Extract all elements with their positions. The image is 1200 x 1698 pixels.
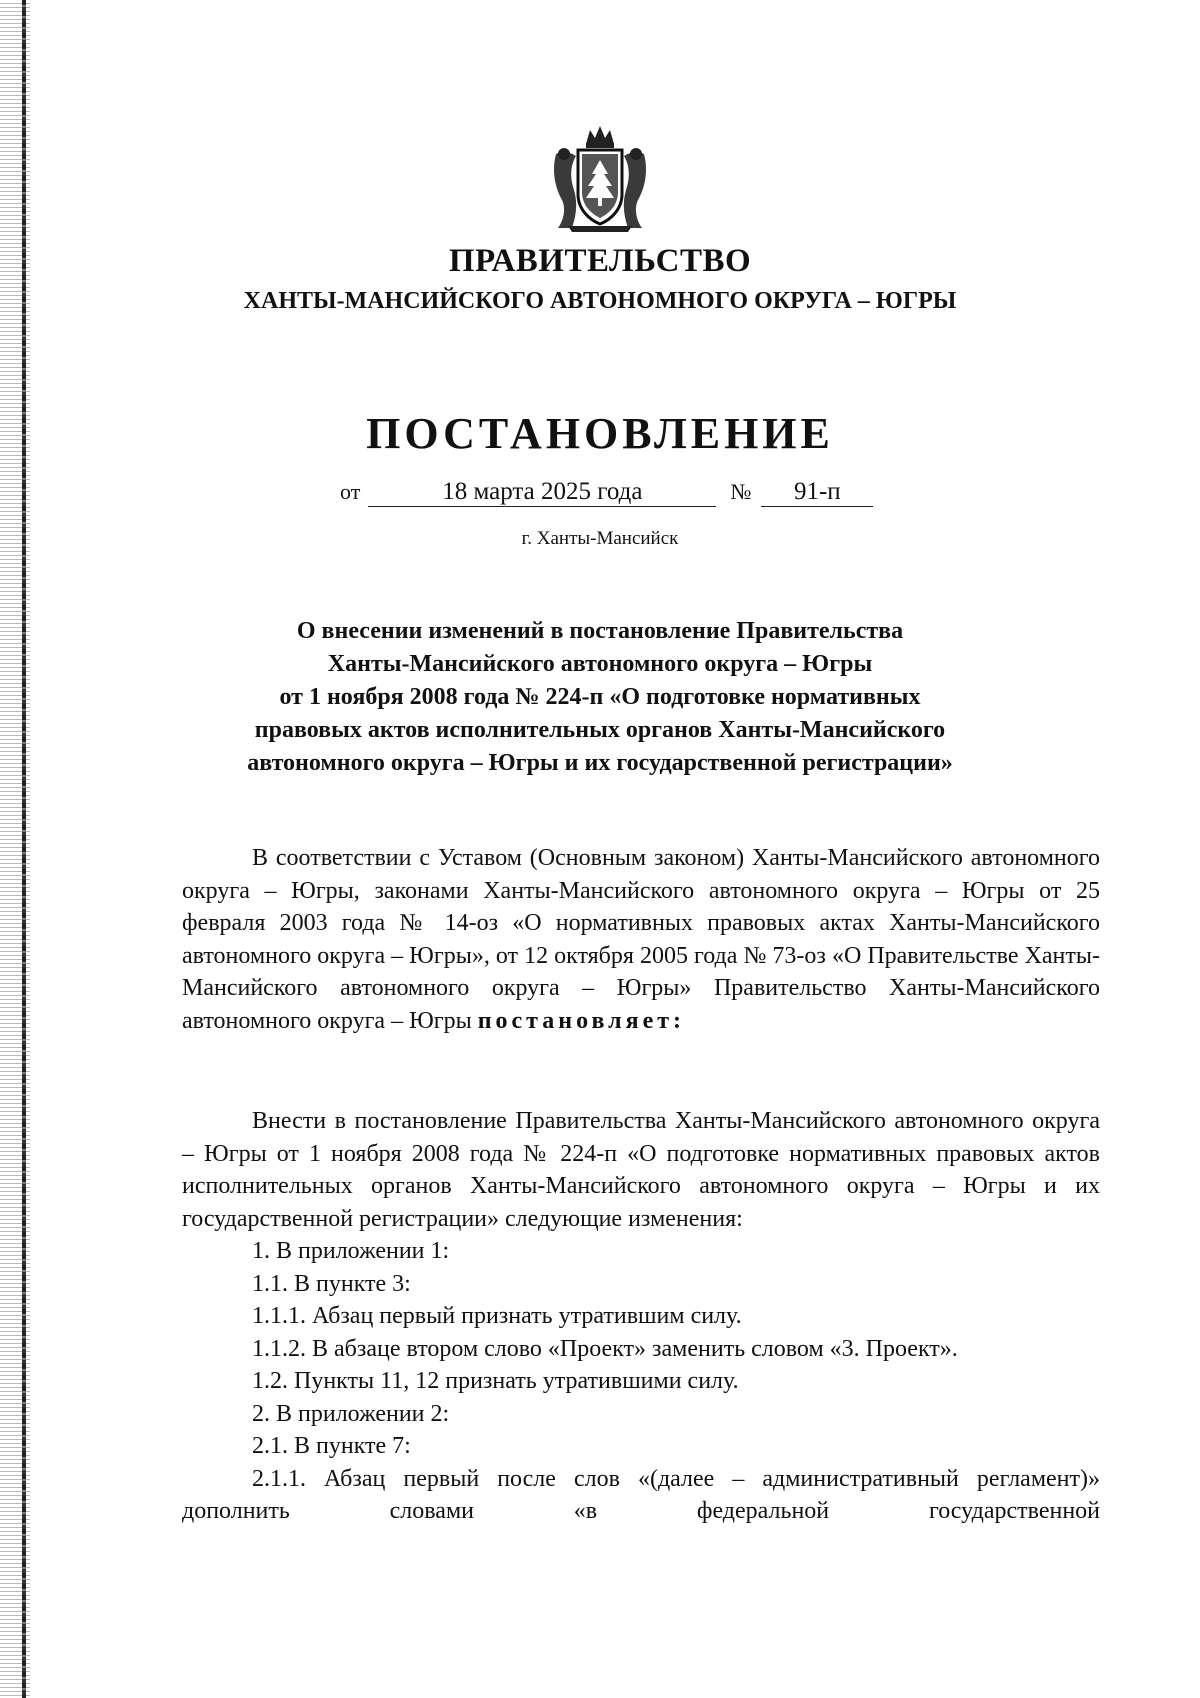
list-item: 1.1.2. В абзаце втором слово «Проект» заменить словом «3. Проект». (252, 1335, 958, 1362)
document-date: 18 марта 2025 года (368, 478, 716, 507)
list-item: 1. В приложении 1: (252, 1238, 450, 1264)
from-label: от (340, 479, 361, 504)
intro-paragraph: Внести в постановление Правительства Ханты-Мансийского автономного округа – Югры от 1 ноября 2008 года № 224-п «О подготовке нормативных правовых актов исполнительных органов Ханты-Мансийского автономного округа – Югры и их государственной регистрации» следующие изменения: (182, 1108, 1100, 1232)
document-type: ПОСТАНОВЛЕНИЕ (366, 409, 834, 458)
preamble-paragraph (182, 842, 1100, 1037)
list-item: 2. В приложении 2: (252, 1400, 450, 1427)
number-label: № (730, 479, 752, 504)
document-number: 91-п (761, 478, 873, 507)
preamble-block (182, 842, 1100, 1037)
list-item: 1.1.1. Абзац первый признать утратившим силу. (252, 1303, 742, 1329)
subject-line: от 1 ноября 2008 года № 224-п «О подготовке нормативных (279, 684, 921, 710)
date-number-line (340, 478, 873, 507)
list-item: 2.1.1. Абзац первый после слов «(далее – административный регламент)» дополнить словами «в федеральной государственной (182, 1465, 1100, 1524)
resolves-word: постановляет: (477, 1007, 686, 1034)
document-subject (0, 615, 1200, 780)
list-item: 2.1. В пункте 7: (252, 1433, 411, 1459)
resolution-block (182, 1105, 1100, 1528)
subject-line: автономного округа – Югры и их государственной регистрации» (247, 750, 953, 776)
coat-of-arms-icon (548, 124, 652, 234)
list-item: 1.1. В пункте 3: (252, 1270, 411, 1297)
preamble-text: В соответствии с Уставом (Основным законом) Ханты-Мансийского автономного округа – Югры, законами Ханты-Мансийского автономного округа – Югры от 25 февраля 2003 года № 14-оз «О нормативных правовых актах Ханты-Мансийского автономного округа – Югры», от 12 октября 2005 года № 73-оз «О Правительстве Ханты-Мансийского автономного округа – Югры» Правительство Ханты-Мансийского автономного округа – Югры (182, 845, 1100, 1034)
government-region: ХАНТЫ-МАНСИЙСКОГО АВТОНОМНОГО ОКРУГА – ЮГРЫ (243, 288, 957, 314)
list-item: 1.2. Пункты 11, 12 признать утратившими силу. (252, 1368, 739, 1394)
subject-line: Ханты-Мансийского автономного округа – Югры (327, 651, 873, 677)
government-title: ПРАВИТЕЛЬСТВО (448, 243, 752, 279)
subject-line: правовых актов исполнительных органов Ханты-Мансийского (254, 717, 946, 743)
city: г. Ханты-Мансийск (521, 528, 679, 549)
subject-line: О внесении изменений в постановление Правительства (296, 618, 904, 644)
